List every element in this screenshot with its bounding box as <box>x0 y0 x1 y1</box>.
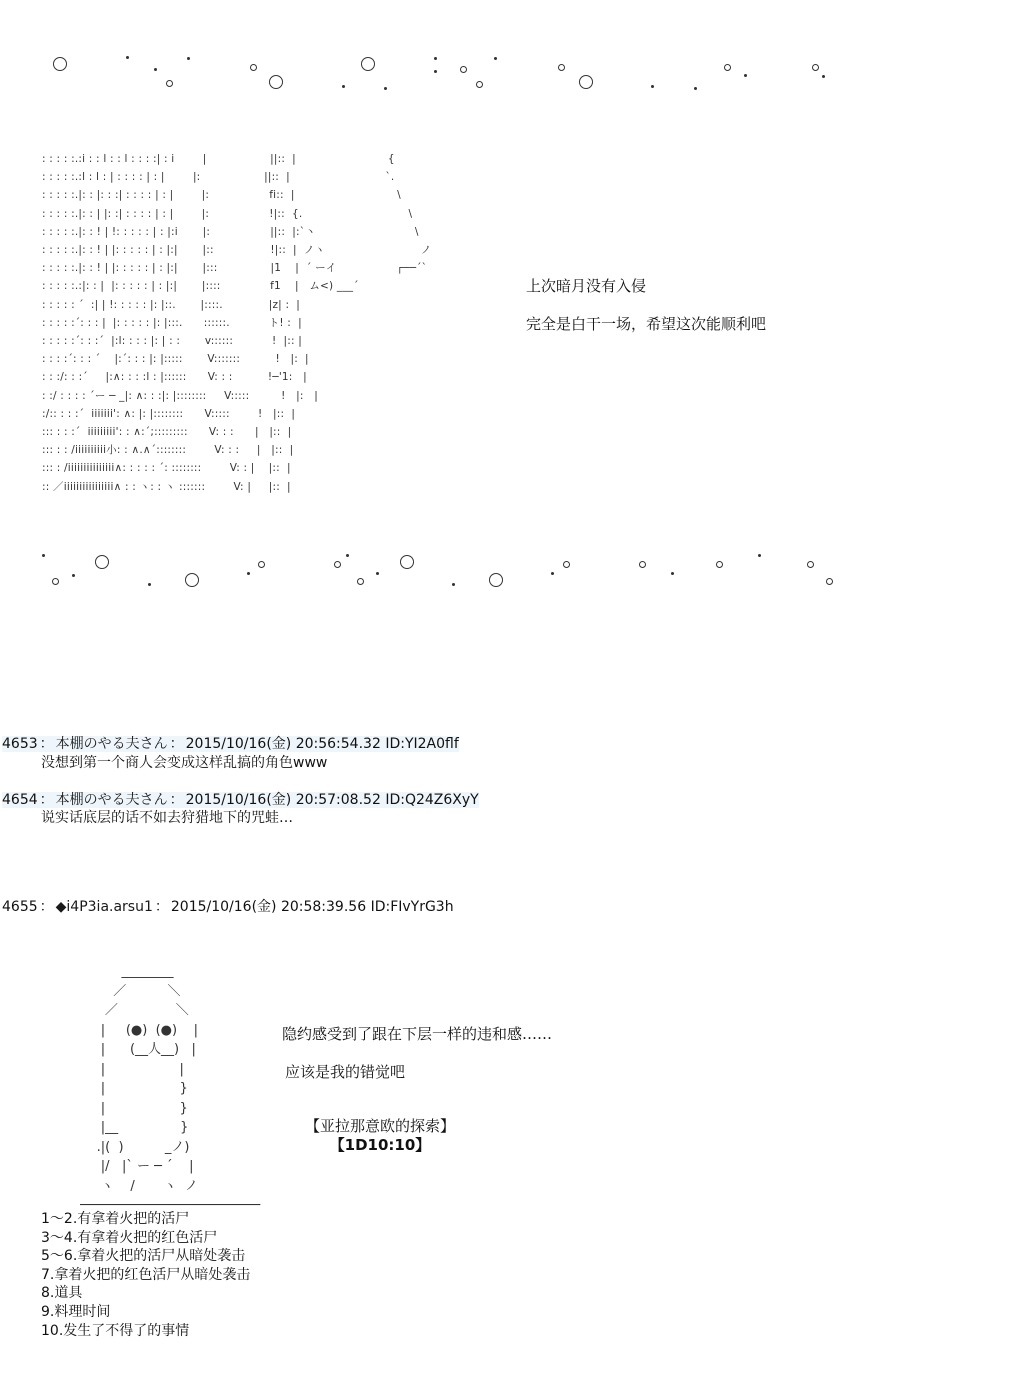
dice-label: 【亚拉那意欧的探索】 <box>304 1117 455 1135</box>
post-body-4653: 没想到第一个商人会变成这样乱搞的角色www <box>41 755 328 771</box>
dialogue-line-2: 应该是我的错觉吧 <box>285 1063 406 1081</box>
post-author: 本棚のやる夫さん <box>55 736 168 752</box>
post-id: ID:YI2A0flf <box>385 736 459 752</box>
post-header-4653: 4653 ： 本棚のやる夫さん ： 2015/10/16(金) 20:56:54.32 ID:YI2A0flf <box>2 736 459 752</box>
post-number[interactable]: 4653 <box>2 736 38 752</box>
bubble-row-bottom <box>0 548 1024 608</box>
post-id: ID:FIvYrG3h <box>370 899 454 915</box>
post-number[interactable]: 4654 <box>2 792 38 808</box>
post-datetime: 2015/10/16(金) 20:58:39.56 <box>170 899 367 915</box>
post-datetime: 2015/10/16(金) 20:56:54.32 <box>185 736 381 752</box>
option-item: 8.道具 <box>41 1285 83 1302</box>
ascii-art-character: ________ ／ ＼ ／ ＼ | (●) (●) | | (__人__) | | | | } | } |__ } .|( ) _ノ) |/ |` ー ─ ´ | ヽ / ヽ ノ ─────────────────────── <box>80 964 261 1213</box>
option-item: 5～6.拿着火把的活尸从暗处袭击 <box>41 1248 246 1265</box>
option-item: 1～2.有拿着火把的活尸 <box>41 1211 190 1227</box>
bubble-row-top <box>0 50 1024 110</box>
option-item: 7.拿着火把的红色活尸从暗处袭击 <box>41 1266 251 1283</box>
options-list <box>41 1210 250 1340</box>
dice-result: 【1D10:10】 <box>329 1136 431 1154</box>
post-body-4654: 说实话底层的话不如去狩猎地下的咒蛙… <box>41 810 293 826</box>
post-header-4655: 4655 ： ◆i4P3ia.arsu1 ： 2015/10/16(金) 20:58:39.56 ID:FIvYrG3h <box>2 899 454 915</box>
scene-caption-1: 上次暗月没有入侵 <box>526 277 647 295</box>
option-item: 10.发生了不得了的事情 <box>41 1322 190 1339</box>
post-id: ID:Q24Z6XyY <box>385 792 479 808</box>
option-item: 9.料理时间 <box>41 1303 111 1320</box>
dialogue-line-1: 隐约感受到了跟在下层一样的违和感…… <box>282 1025 553 1043</box>
post-author: ◆i4P3ia.arsu1 <box>55 899 153 915</box>
option-item: 3～4.有拿着火把的红色活尸 <box>41 1229 218 1246</box>
post-datetime: 2015/10/16(金) 20:57:08.52 <box>185 792 381 808</box>
post-number[interactable]: 4655 <box>2 899 38 915</box>
post-header-4654: 4654 ： 本棚のやる夫さん ： 2015/10/16(金) 20:57:08.52 ID:Q24Z6XyY <box>2 792 479 808</box>
post-author: 本棚のやる夫さん <box>55 792 168 808</box>
scene-caption-2: 完全是白干一场，希望这次能顺利吧 <box>526 315 767 333</box>
ascii-art-scene: : : : : :.:i : : l : : l : : : :| : i | ||:: | { : : : : :.:l : l : | : : : : | : | |: ||:: | `. : : : : :.|: : |: : :| : : : : | : | |: fi:: | \ : : : : :.|: : | |: :| : : : : | : | |: !|:: {. \ : : : : :.|: : ! | !: : : : : | : |:i |: ||:: |:`丶 \ : : : : :.|: : ! | |: : : : : | : |:| |:: !|:: | ノヽ ノ : : : : :.|: : ! | |: : : : : | : |:| |::: |1 | ´ ーイ ┌──´` : : : : :.:|: : | |: : : : : | : |:| |:::: f1 | ム<) ___´ : : : : : ´ :| | !: : : : : |: |::. |::::. |z| : | : : : : :´: : : | |: : : : : |: |:::. ::::::. ト! : | : : : : :´: : :´ |:l: : : : |: | : : v:::::: ! |:: | : : : :´: : : ´ |:´: : : |: |::::: V::::::: ! |: | : : :/: : :´ |:∧: : : :l : |:::::: V: : : !─'1: | : :/ : : : : ´ー ─ _|: ∧: : :|: |:::::::: V::::: ! |: | :/:: : : :´ iiiiiii': ∧: |: |:::::::: V::::: ! |:: | ::: : : :´ iiiiiiiii': : ∧:´;::::::::: V: : : | |:: | ::: : : /iiiiiiiiii小: : ∧.∧´:::::::: V: : : | |:: | ::: : /iiiiiiiiiiiiiii∧: : : : : ´: :::::::: V: : | |:: | :: ／iiiiiiiiiiiiiiii∧ : : ヽ: : ヽ ::::::: V: | |:: | <box>42 153 432 493</box>
